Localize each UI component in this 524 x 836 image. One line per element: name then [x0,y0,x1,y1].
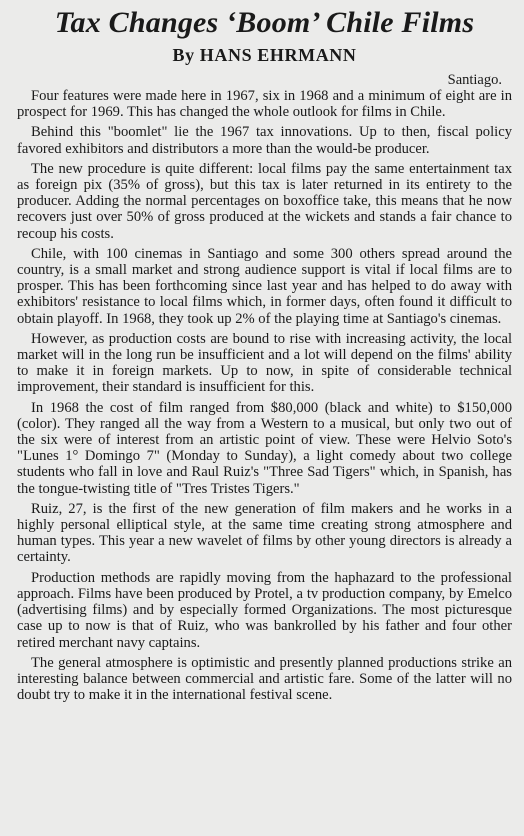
dateline: Santiago. [447,72,502,88]
paragraph: Ruiz, 27, is the first of the new generation of film makers and he works in a highly personal elliptical style, at the same time creating strong atmosphere and human types. This year a new wavelet of films by other young directors is already a certainty. [17,500,512,566]
paragraph: However, as production costs are bound to rise with increasing activity, the local market will in the long run be insufficient and a lot will depend on the films' ability to make it in foreign markets. Up to now, in spite of considerable technical improvement, their standard is insufficient for this. [17,330,512,396]
paragraph: The general atmosphere is optimistic and presently planned productions strike an interesting balance between commercial and artistic fare. Some of the latter will no doubt try to make it in the international festival scene. [17,654,512,704]
article-body [17,88,512,703]
paragraph: Chile, with 100 cinemas in Santiago and some 300 others spread around the country, is a small market and strong audience support is vital if local films are to prosper. This has been forthcoming since last year and has helped to do away with exhibitors' resistance to local films which, in former days, often found it difficult to obtain playoff. In 1968, they took up 2% of the playing time at Santiago's cinemas. [17,245,512,327]
paragraph: Four features were made here in 1967, six in 1968 and a minimum of eight are in prospect for 1969. This has changed the whole outlook for films in Chile. [17,88,512,121]
paragraph: Behind this "boomlet" lie the 1967 tax innovations. Up to then, fiscal policy favored exhibitors and distributors a more than the would-be producer. [17,124,512,157]
paragraph: The new procedure is quite different: local films pay the same entertainment tax as foreign pix (35% of gross), but this tax is later returned in its entirety to the producer. Adding the normal percentages on boxoffice take, this means that he now recovers just over 50% of gross produced at the wickets and stands a fair chance to recoup his costs. [17,160,512,242]
byline: By HANS EHRMANN [172,45,357,65]
headline: Tax Changes ‘Boom’ Chile Films [54,6,475,39]
paragraph: In 1968 the cost of film ranged from $80,000 (black and white) to $150,000 (color). They ranged all the way from a Western to a musical, but only two out of the six were of interest from an artistic point of view. These were Helvio Soto's "Lunes 1° Domingo 7" (Monday to Sunday), a light comedy about two college students who fall in love and Raul Ruiz's "Three Sad Tigers" which, in Spanish, has the tongue-twisting title of "Tres Tristes Tigers." [17,399,512,497]
paragraph: Production methods are rapidly moving from the haphazard to the professional approach. Films have been produced by Protel, a tv production company, by Emelco (advertising films) and by especially formed Organizations. The most picturesque case up to now is that of Ruiz, who was bankrolled by his father and four other retired merchant navy captains. [17,569,512,651]
